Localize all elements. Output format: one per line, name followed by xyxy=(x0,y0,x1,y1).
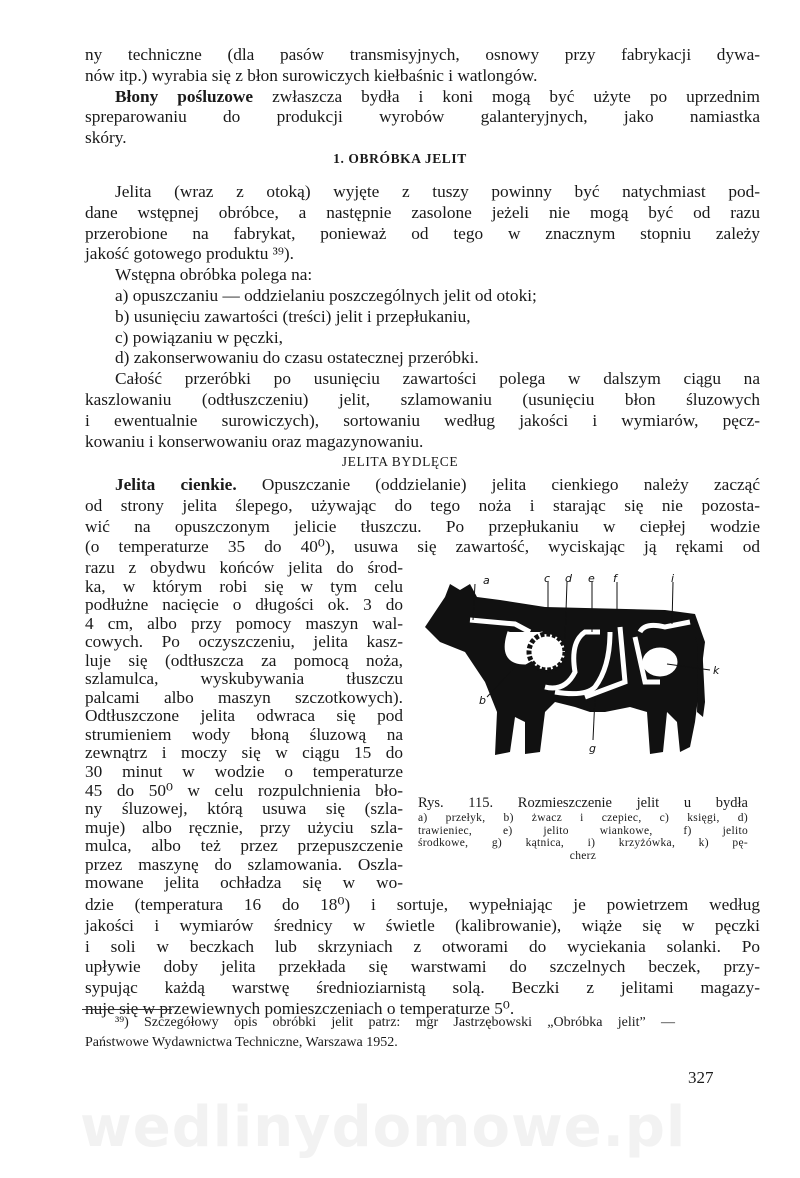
text-line-content: skóry. xyxy=(85,128,127,148)
section-heading-obrobka-jelit: 1. OBRÓBKA JELIT xyxy=(333,151,467,166)
text-line xyxy=(85,307,760,328)
text-line xyxy=(85,348,760,369)
text-line xyxy=(85,390,760,411)
figure-label-i: i xyxy=(671,572,675,585)
text-line xyxy=(85,819,403,838)
text-line-content: muje) albo ręcznie, przy użyciu szla- xyxy=(85,817,403,837)
text-line-content: dzie (temperatura 16 do 18⁰) i sortuje, wypełniając je powietrzem według xyxy=(85,895,760,914)
section-heading-jelita-bydlece: JELITA BYDLĘCE xyxy=(341,454,459,469)
text-line xyxy=(85,874,403,893)
text-line xyxy=(85,916,760,937)
text-line-content: jakość gotowego produktu ³⁹). xyxy=(85,244,294,264)
text-line xyxy=(85,203,760,224)
text-line xyxy=(85,652,403,671)
figure-caption-line: cherz xyxy=(569,849,597,862)
text-line xyxy=(85,707,403,726)
text-line xyxy=(85,475,760,496)
text-line-content: Wstępna obróbka polega na: xyxy=(115,265,313,285)
text-line-content: przerobione na fabrykat, ponieważ od tego w znacznym stopniu zależy xyxy=(85,223,760,243)
text-line xyxy=(85,87,760,108)
text-line-content: ny śluzowej, którą usuwa się (szla- xyxy=(85,799,403,819)
text-line-content: razu z obydwu końców jelita do środ- xyxy=(85,558,403,577)
figure-label-e: e xyxy=(588,572,595,585)
text-line xyxy=(85,265,760,286)
text-line-content: sypując każdą warstwę średnioziarnistą solą. Beczki z jelitami magazy- xyxy=(85,978,760,998)
text-line-content: 45 do 50⁰ w celu rozpulchnienia bło- xyxy=(85,780,403,800)
figure-label-a: a xyxy=(483,574,490,587)
text-line xyxy=(85,559,403,578)
text-line xyxy=(85,328,760,349)
text-line-content: i ewentualnie surowiczych), sortowaniu według jakości i wymiarów, pęcz- xyxy=(85,410,760,430)
text-line xyxy=(85,496,760,517)
figure-caption-line: trawieniec, e) jelito wiankowe, f) jelito xyxy=(418,824,748,837)
figure-label-k: k xyxy=(713,664,720,677)
text-line-content: wić na opuszczonym jelicie tłuszczu. Po przepłukaniu w ciepłej wodzie xyxy=(85,516,760,536)
figure-label-f: f xyxy=(613,572,617,585)
text-line xyxy=(85,782,403,801)
text-line xyxy=(85,1013,675,1033)
text-line xyxy=(85,244,760,265)
cow-intestines-figure xyxy=(405,572,760,782)
text-line-content: strumieniem wody błoną śluzową na xyxy=(85,724,403,744)
text-line xyxy=(85,726,403,745)
text-line xyxy=(85,837,403,856)
text-line-content: zwłaszcza bydła i koni mogą być użyte po uprzednim xyxy=(253,86,761,106)
text-line xyxy=(85,689,403,708)
page-number: 327 xyxy=(688,1068,714,1087)
text-line xyxy=(85,957,760,978)
figure-caption xyxy=(418,795,748,862)
bold-lead-term: Jelita cienkie. xyxy=(115,475,237,494)
text-line-content: Jelita (wraz z otoką) wyjęte z tuszy powinny być natychmiast pod- xyxy=(115,182,760,201)
footnote xyxy=(85,1013,675,1053)
text-line xyxy=(85,537,760,558)
text-line-content: d) zakonserwowaniu do czasu ostatecznej przeróbki. xyxy=(115,348,479,368)
text-line xyxy=(85,224,760,245)
text-line xyxy=(85,578,403,597)
figure-caption-title: Rys. 115. Rozmieszczenie jelit u bydła xyxy=(418,795,748,811)
text-line xyxy=(85,895,760,916)
jelita-cienkie-text xyxy=(85,475,760,558)
figure-caption-line: a) przełyk, b) żwacz i czepiec, c) księgi, d) xyxy=(418,812,748,824)
text-line-content: podłużne nacięcie o długości ok. 3 do xyxy=(85,595,403,615)
watermark: wedlinydomowe.pl xyxy=(80,1095,687,1160)
text-line xyxy=(85,128,760,149)
text-line-content: Odtłuszczone jelita odwraca się pod xyxy=(85,706,403,726)
jelita-cienkie-continued-text xyxy=(85,895,760,1020)
text-line xyxy=(85,369,760,390)
text-line xyxy=(85,1033,675,1053)
text-line-content: luje się (odtłuszcza za pomocą noża, xyxy=(85,650,403,670)
text-line xyxy=(85,670,403,689)
text-line-content: b) usunięciu zawartości (treści) jelit i przepłukaniu, xyxy=(115,306,471,326)
text-line-content: zewnątrz i moczy się w ciągu 15 do xyxy=(85,743,403,763)
text-line-content: ka, w którym robi się w tym celu xyxy=(85,576,403,596)
text-line xyxy=(85,286,760,307)
text-line xyxy=(85,596,403,615)
text-line xyxy=(85,744,403,763)
text-line-content: kaszlowaniu (odtłuszczeniu) jelit, szlamowaniu (usunięciu błon śluzowych xyxy=(85,389,760,409)
text-line-content: upływie doby jelita przekłada się warstwami do szczelnych beczek, przy- xyxy=(85,957,760,977)
text-line xyxy=(85,615,403,634)
footnote-divider xyxy=(82,1009,172,1010)
text-line xyxy=(85,45,760,66)
text-line xyxy=(85,517,760,538)
jelita-cienkie-column-text xyxy=(85,559,403,893)
text-line-content: i soli w beczkach lub skrzyniach z otworami do wyciekania solanki. Po xyxy=(85,936,760,956)
text-line-content: Państwowe Wydawnictwa Techniczne, Warszawa 1952. xyxy=(85,1035,398,1050)
bold-lead-term: Błony pośluzowe xyxy=(115,86,254,106)
text-line xyxy=(85,856,403,875)
text-line-content: dane wstępnej obróbce, a następnie zasolone jeżeli nie mogą być od razu xyxy=(85,202,760,222)
text-line xyxy=(85,66,760,87)
text-line-content: nuje się w przewiewnych pomieszczeniach o temperaturze 5⁰. xyxy=(85,998,515,1018)
figure-label-b: b xyxy=(479,694,486,707)
text-line-content: kowaniu i konserwowaniu oraz magazynowaniu. xyxy=(85,431,424,451)
text-line xyxy=(85,411,760,432)
text-line-content: palcami albo maszyn szczotkowych). xyxy=(85,687,403,707)
text-line xyxy=(85,182,760,203)
text-line xyxy=(85,937,760,958)
figure-label-g: g xyxy=(589,742,596,755)
text-line-content: szlamulca, wyskubywania tłuszczu xyxy=(85,669,403,689)
text-line-content: c) powiązaniu w pęczki, xyxy=(115,327,283,347)
text-line-content: ny techniczne (dla pasów transmisyjnych, osnowy przy fabrykacji dywa- xyxy=(85,45,760,64)
figure-caption-line: środkowe, g) kątnica, i) krzyżówka, k) pę- xyxy=(418,837,748,849)
text-line-content: 4 cm, albo przy pomocy maszyn wal- xyxy=(85,613,403,633)
text-line-content: ³⁹) Szczegółowy opis obróbki jelit patrz: mgr Jastrzębowski „Obróbka jelit” — xyxy=(115,1015,675,1030)
text-line xyxy=(85,800,403,819)
text-line xyxy=(85,978,760,999)
text-line-content: jakości i wymiarów średnicy w świetle (kalibrowanie), wiąże się w pęczki xyxy=(85,915,760,935)
text-line-content: spreparowaniu do produkcji wyrobów galanteryjnych, jako namiastka xyxy=(85,107,760,127)
text-line xyxy=(85,107,760,128)
text-line xyxy=(85,432,760,453)
intro-text xyxy=(85,45,760,149)
figure-label-c: c xyxy=(544,572,551,585)
text-line-content: cowych. Po oczyszczeniu, jelita kasz- xyxy=(85,632,403,652)
text-line-content: nów itp.) wyrabia się z błon surowiczych kiełbaśnic i watlongów. xyxy=(85,65,538,85)
text-line-content: mulca, albo też przez przepuszczenie xyxy=(85,836,403,856)
text-line-content: Opuszczanie (oddzielanie) jelita cienkiego należy zacząć xyxy=(236,475,760,494)
text-line-content: (o temperaturze 35 do 40⁰), usuwa się zawartość, wyciskając ją rękami od xyxy=(85,537,760,557)
text-line-content: od strony jelita ślepego, używając do tego noża i starając się nie pozosta- xyxy=(85,495,760,515)
text-line-content: Całość przeróbki po usunięciu zawartości polega w dalszym ciągu na xyxy=(115,369,760,389)
text-line-content: a) opuszczaniu — oddzielaniu poszczególnych jelit od otoki; xyxy=(115,285,537,305)
figure-label-d: d xyxy=(565,572,572,585)
text-line-content: mowane jelita ochładza się w wo- xyxy=(85,873,403,893)
text-line-content: 30 minut w wodzie o temperaturze xyxy=(85,762,403,782)
text-line xyxy=(85,763,403,782)
text-line xyxy=(85,633,403,652)
text-line-content: przez maszynę do szlamowania. Oszla- xyxy=(85,854,403,874)
section-obrobka-text xyxy=(85,182,760,452)
